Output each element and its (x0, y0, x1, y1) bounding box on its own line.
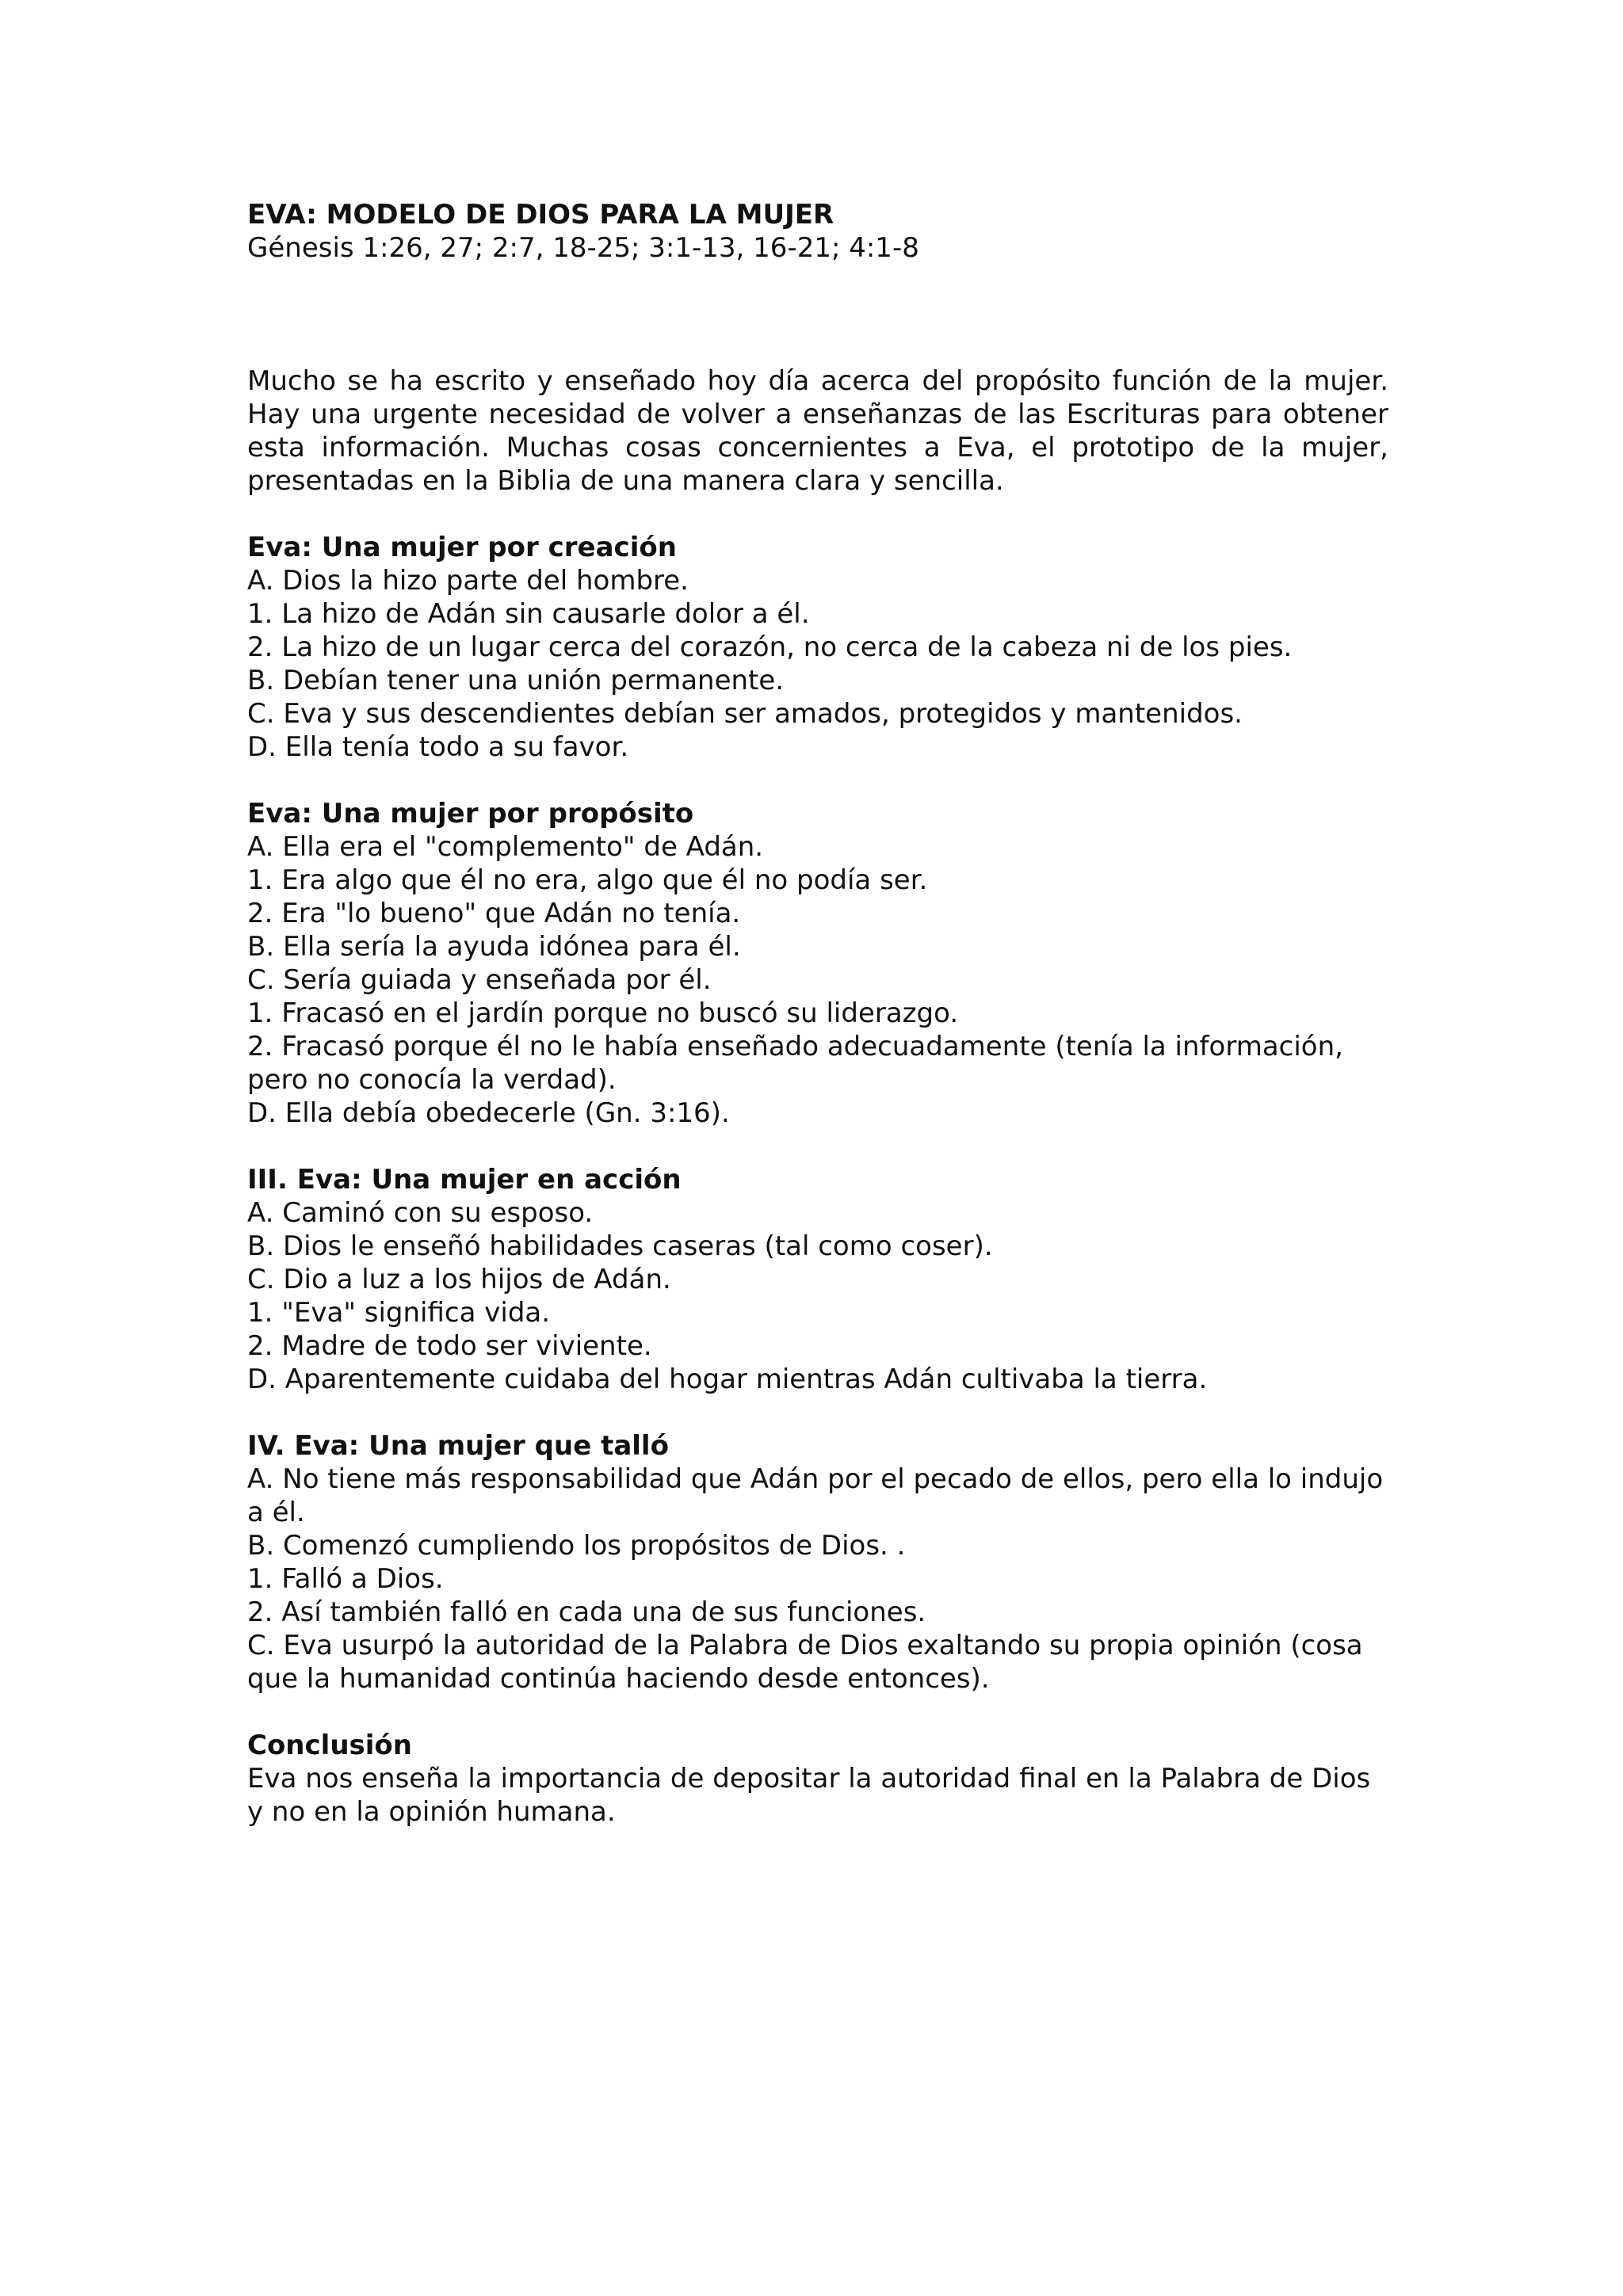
conclusion-text: Eva nos enseña la importancia de depositar la autoridad final en la Palabra de Dios y no en la opinión humana. (247, 1763, 1371, 1828)
outline-line: D. Ella debía obedecerle (Gn. 3:16). (247, 1097, 730, 1129)
outline-line: 1. Falló a Dios. (247, 1563, 444, 1595)
outline-line: C. Eva y sus descendientes debían ser amados, protegidos y mantenidos. (247, 698, 1243, 730)
scripture-reference: Génesis 1:26, 27; 2:7, 18-25; 3:1-13, 16-21; 4:1-8 (247, 232, 919, 264)
outline-line: 1. Fracasó en el jardín porque no buscó su liderazgo. (247, 997, 959, 1029)
outline-line: 2. Fracasó porque él no le había enseñado adecuadamente (tenía la información, pero no conocía la verdad). (247, 1031, 1343, 1096)
section-heading: Conclusión (247, 1730, 412, 1761)
outline-line: B. Debían tener una unión permanente. (247, 665, 785, 696)
intro-paragraph: Mucho se ha escrito y enseñado hoy día acerca del propósito función de la mujer. Hay una urgente necesidad de volver a enseñanzas de las Escrituras para obtener esta información. Muchas cosas concernientes a Eva, el prototipo de la mujer, presentadas en la Biblia de una manera clara y sencilla. (247, 365, 1388, 497)
outline-line: A. Caminó con su esposo. (247, 1197, 594, 1229)
section-heading: Eva: Una mujer por propósito (247, 798, 694, 830)
outline-line: 2. Madre de todo ser viviente. (247, 1330, 652, 1362)
outline-line: B. Comenzó cumpliendo los propósitos de Dios. . (247, 1530, 906, 1562)
outline-line: 2. Así también falló en cada una de sus funciones. (247, 1596, 926, 1628)
outline-line: A. Ella era el "complemento" de Adán. (247, 831, 764, 863)
outline-line: C. Dio a luz a los hijos de Adán. (247, 1264, 671, 1295)
outline-line: B. Ella sería la ayuda idónea para él. (247, 931, 741, 963)
outline-line: 2. La hizo de un lugar cerca del corazón, no cerca de la cabeza ni de los pies. (247, 631, 1293, 663)
outline-line: D. Ella tenía todo a su favor. (247, 731, 629, 763)
outline-line: 1. Era algo que él no era, algo que él no podía ser. (247, 864, 928, 896)
section-purpose (247, 797, 1388, 1130)
section-action (247, 1163, 1388, 1396)
document-page (247, 198, 1388, 1829)
outline-line: C. Eva usurpó la autoridad de la Palabra de Dios exaltando su propia opinión (cosa que la humanidad continúa haciendo desde entonces). (247, 1630, 1363, 1695)
outline-line: D. Aparentemente cuidaba del hogar mientras Adán cultivaba la tierra. (247, 1363, 1208, 1395)
outline-line: C. Sería guiada y enseñada por él. (247, 964, 712, 996)
section-creation (247, 531, 1388, 764)
outline-line: B. Dios le enseñó habilidades caseras (tal como coser). (247, 1230, 993, 1262)
section-failure (247, 1429, 1388, 1695)
outline-line: 1. "Eva" significa vida. (247, 1297, 551, 1329)
section-conclusion (247, 1729, 1388, 1829)
outline-line: 1. La hizo de Adán sin causarle dolor a él. (247, 598, 810, 630)
section-heading: Eva: Una mujer por creación (247, 532, 677, 563)
document-title: EVA: MODELO DE DIOS PARA LA MUJER (247, 199, 834, 231)
section-heading: III. Eva: Una mujer en acción (247, 1164, 682, 1196)
outline-line: A. Dios la hizo parte del hombre. (247, 565, 689, 597)
outline-line: A. No tiene más responsabilidad que Adán por el pecado de ellos, pero ella lo indujo a él. (247, 1463, 1384, 1528)
outline-line: 2. Era "lo bueno" que Adán no tenía. (247, 898, 741, 929)
section-heading: IV. Eva: Una mujer que talló (247, 1430, 669, 1462)
